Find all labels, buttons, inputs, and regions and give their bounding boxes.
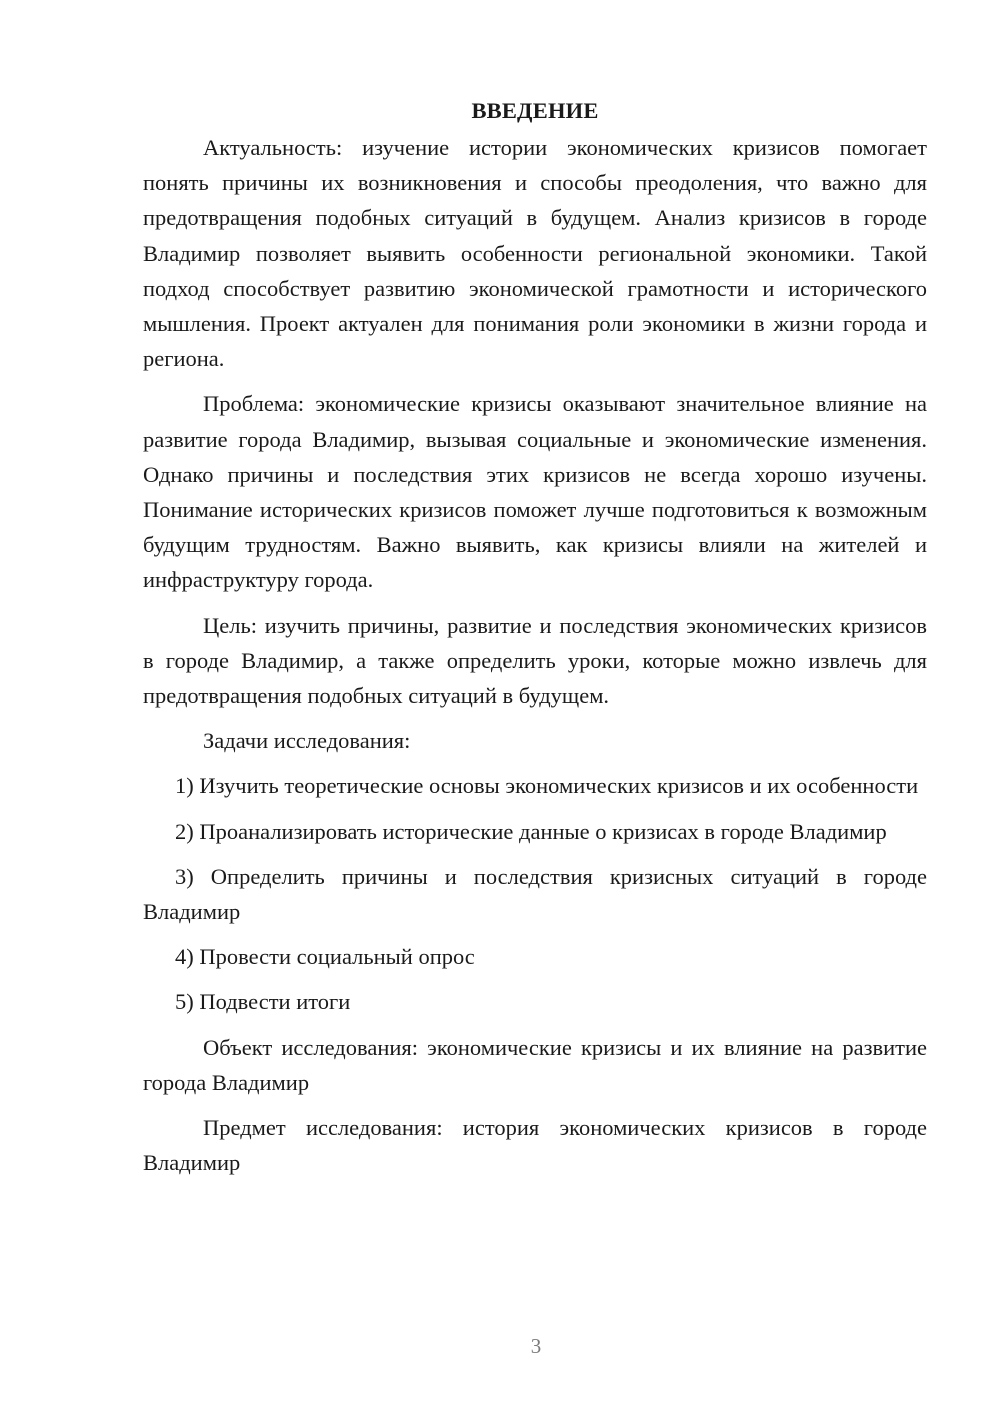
relevance-paragraph: Актуальность: изучение истории экономических кризисов помогает понять причины их возникновения и способы преодоления, что важно для предотвращения подобных ситуаций в будущем. Анализ кризисов в городе Владимир позволяет выявить особенности региональной экономики. Такой подход способствует развитию экономической грамотности и исторического мышления. Проект актуален для понимания роли экономики в жизни города и региона. [143, 135, 927, 372]
section-heading: ВВЕДЕНИЕ [471, 98, 599, 123]
page-number: 3 [530, 1334, 542, 1358]
task-item-5: 5) Подвести итоги [175, 989, 351, 1015]
task-item-1: 1) Изучить теоретические основы экономических кризисов и их особенности [175, 773, 919, 799]
tasks-heading: Задачи исследования: [203, 728, 411, 754]
task-item-2: 2) Проанализировать исторические данные о кризисах в городе Владимир [175, 818, 887, 844]
object-paragraph: Объект исследования: экономические кризисы и их влияние на развитие города Владимир [143, 1034, 927, 1095]
page-content [143, 92, 927, 1180]
problem-paragraph: Проблема: экономические кризисы оказывают значительное влияние на развитие города Владимир, вызывая социальные и экономические изменения. Однако причины и последствия этих кризисов не всегда хорошо изучены. Понимание исторических кризисов поможет лучше подготовиться к возможным будущим трудностям. Важно выявить, как кризисы влияли на жителей и инфраструктуру города. [143, 391, 927, 593]
task-item-3: 3) Определить причины и последствия кризисных ситуаций в городе Владимир [143, 863, 927, 925]
subject-paragraph: Предмет исследования: история экономических кризисов в городе Владимир [143, 1115, 927, 1176]
goal-paragraph: Цель: изучить причины, развитие и последствия экономических кризисов в городе Владимир, а также определить уроки, которые можно извлечь для предотвращения подобных ситуаций в будущем. [143, 612, 927, 709]
task-item-4: 4) Провести социальный опрос [175, 944, 475, 970]
